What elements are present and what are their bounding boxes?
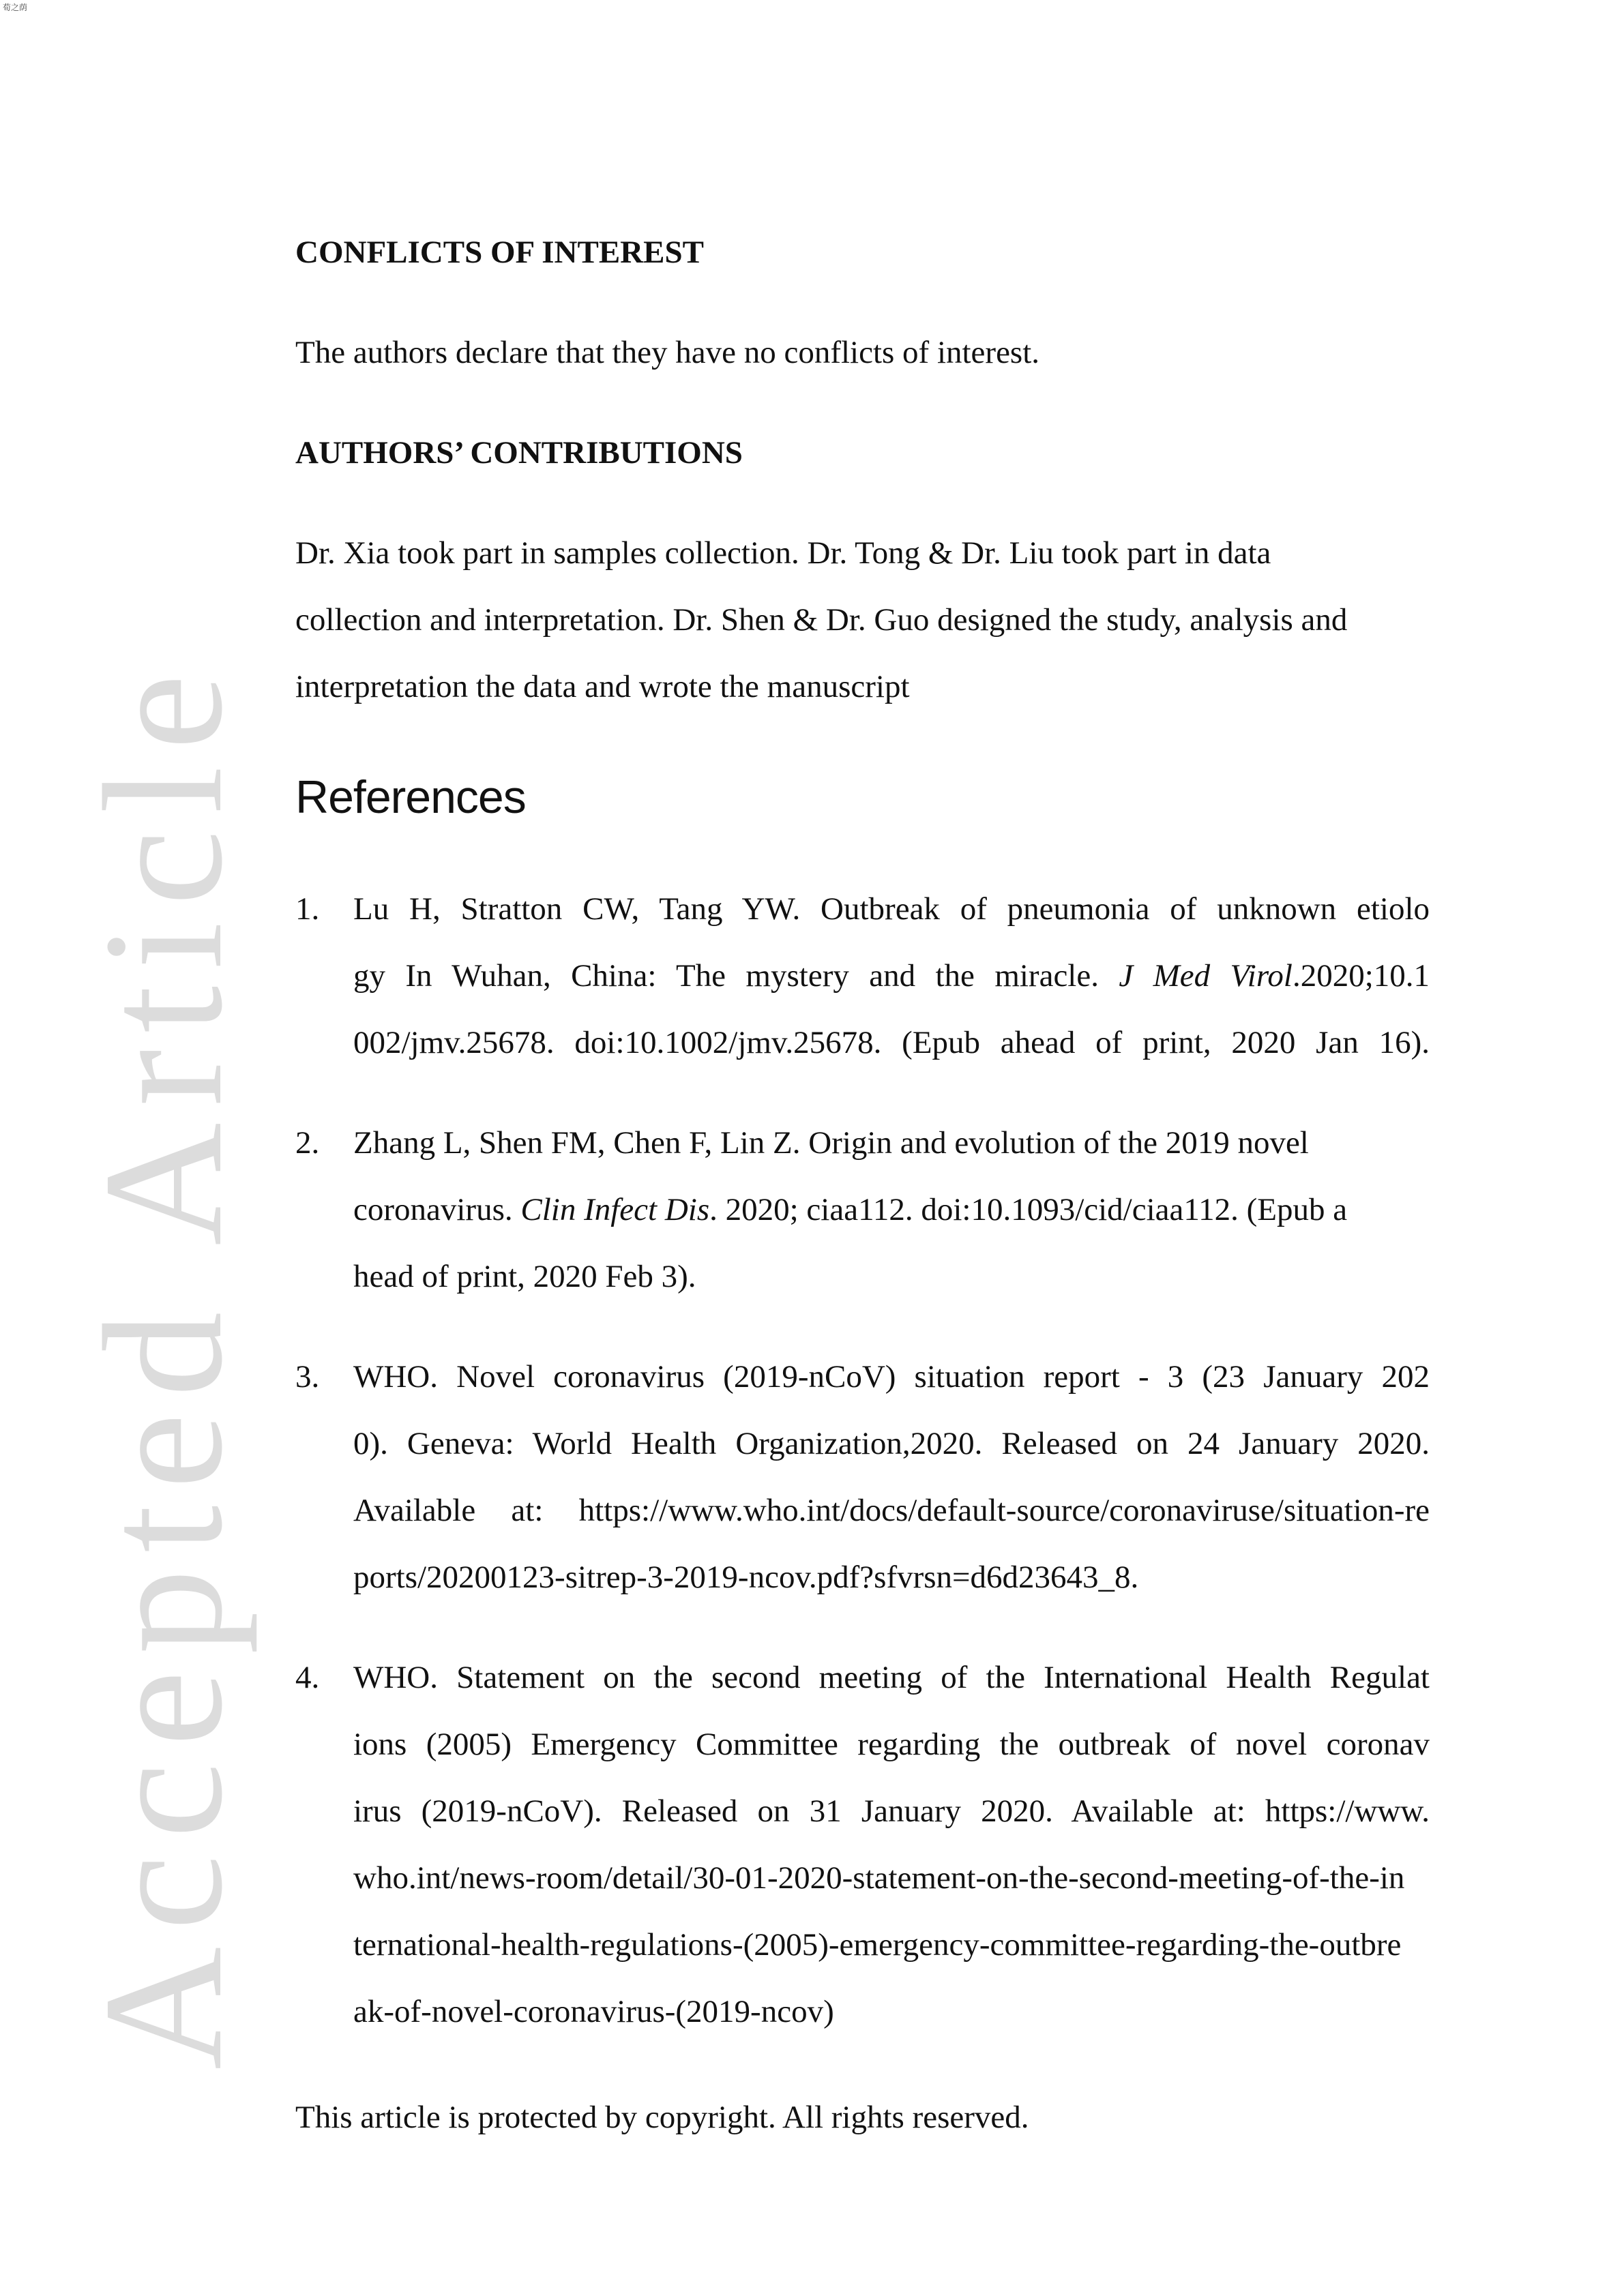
reference-line: 0). Geneva: World Health Organization,2020. Released on 24 January 2020.	[353, 1426, 1430, 1461]
reference-line: ak-of-novel-coronavirus-(2019-ncov)	[353, 1994, 834, 2029]
reference-line: ions (2005) Emergency Committee regarding the outbreak of novel coronav	[353, 1727, 1430, 1762]
reference-line: WHO. Statement on the second meeting of the International Health Regulat	[353, 1660, 1430, 1695]
copyright-footer: This article is protected by copyright. All rights reserved.	[295, 2100, 1029, 2135]
contributions-heading: AUTHORS’ CONTRIBUTIONS	[295, 435, 743, 471]
contributions-line: collection and interpretation. Dr. Shen & Dr. Guo designed the study, analysis and	[295, 602, 1348, 638]
reference-line: Zhang L, Shen FM, Chen F, Lin Z. Origin and evolution of the 2019 novel	[353, 1125, 1309, 1161]
reference-line: 002/jmv.25678. doi:10.1002/jmv.25678. (Epub ahead of print, 2020 Jan 16).	[353, 1025, 1430, 1060]
corner-mark: 荀之荫	[3, 3, 28, 12]
reference-line: irus (2019-nCoV). Released on 31 January 2020. Available at: https://www.	[353, 1793, 1430, 1829]
reference-line: WHO. Novel coronavirus (2019-nCoV) situation report - 3 (23 January 202	[353, 1359, 1430, 1395]
reference-number: 1.	[295, 891, 320, 927]
reference-line: gy In Wuhan, China: The mystery and the miracle. J Med Virol.2020;10.1	[353, 958, 1430, 994]
reference-line: head of print, 2020 Feb 3).	[353, 1259, 696, 1294]
reference-line: ternational-health-regulations-(2005)-emergency-committee-regarding-the-outbre	[353, 1927, 1402, 1963]
conflicts-text: The authors declare that they have no conflicts of interest.	[295, 335, 1040, 370]
reference-number: 3.	[295, 1359, 320, 1395]
reference-line: coronavirus. Clin Infect Dis. 2020; ciaa112. doi:10.1093/cid/ciaa112. (Epub a	[353, 1192, 1348, 1227]
references-heading: References	[295, 771, 526, 823]
reference-number: 4.	[295, 1660, 320, 1695]
reference-number: 2.	[295, 1125, 320, 1161]
journal-name: Clin Infect Dis	[520, 1192, 710, 1227]
accepted-article-watermark: Accepted Article	[69, 657, 258, 2070]
reference-line: ports/20200123-sitrep-3-2019-ncov.pdf?sfvrsn=d6d23643_8.	[353, 1560, 1139, 1595]
reference-line: Lu H, Stratton CW, Tang YW. Outbreak of pneumonia of unknown etiolo	[353, 891, 1430, 927]
contributions-line: Dr. Xia took part in samples collection. Dr. Tong & Dr. Liu took part in data	[295, 535, 1271, 571]
journal-name: J Med Virol	[1119, 958, 1293, 994]
conflicts-heading: CONFLICTS OF INTEREST	[295, 235, 704, 270]
reference-line: Available at: https://www.who.int/docs/default-source/coronaviruse/situation-re	[353, 1493, 1430, 1528]
contributions-line: interpretation the data and wrote the manuscript	[295, 669, 910, 704]
reference-line: who.int/news-room/detail/30-01-2020-statement-on-the-second-meeting-of-the-in	[353, 1860, 1405, 1896]
